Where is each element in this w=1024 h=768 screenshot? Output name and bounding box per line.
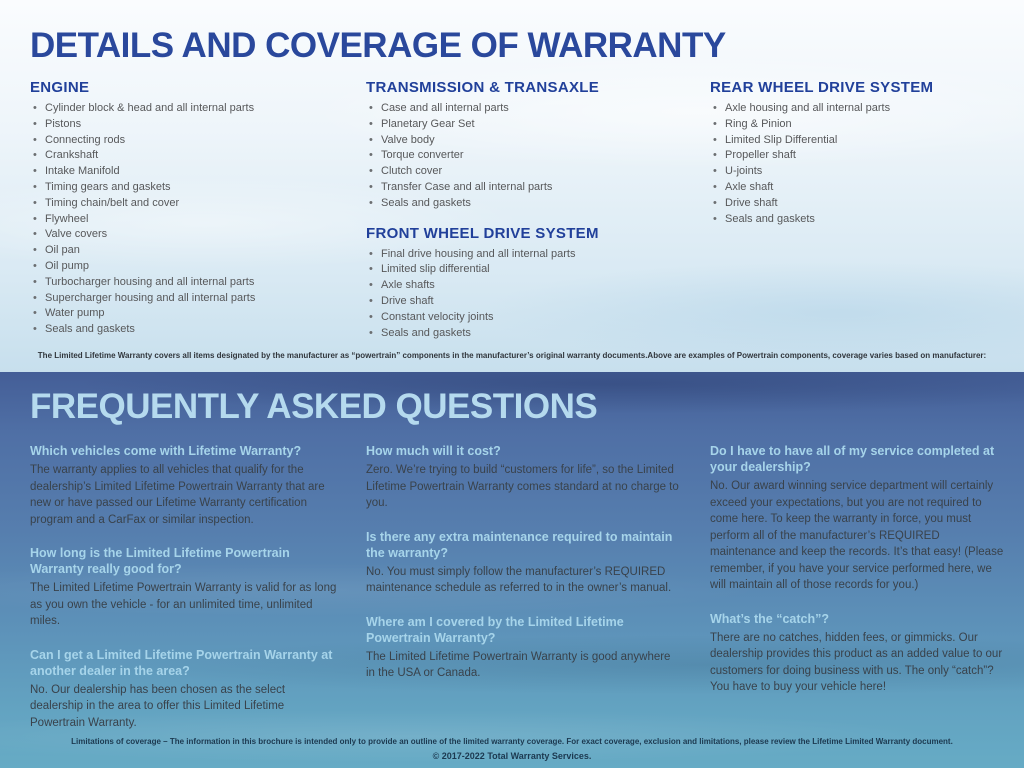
coverage-item: • Case and all internal parts [366,101,682,117]
coverage-section-rear-wheel-drive [710,79,1004,227]
coverage-item: • U-joints [710,164,1004,180]
footer [0,737,1024,761]
coverage-column-2 [366,79,682,341]
faq-item [366,529,682,597]
coverage-item: • Pistons [30,117,338,133]
faq-column-2 [366,443,682,748]
faq-question: Which vehicles come with Lifetime Warranty? [30,444,302,458]
faq-item [710,443,1004,594]
coverage-list [30,101,338,338]
faq-item [30,647,338,732]
coverage-item: • Transfer Case and all internal parts [366,180,682,196]
faq-item [30,545,338,630]
faq-question: Where am I covered by the Limited Lifetime Powertrain Warranty? [366,614,624,645]
coverage-item: • Oil pan [30,243,338,259]
faq-answer: No. Our dealership has been chosen as the select dealership in the area to offer this Limited Lifetime Powertrain Warranty. [30,683,286,729]
faq-item [30,443,338,528]
coverage-item: • Seals and gaskets [710,212,1004,228]
coverage-item: • Propeller shaft [710,148,1004,164]
faq-title: FREQUENTLY ASKED QUESTIONS [30,387,598,426]
coverage-item: • Connecting rods [30,133,338,149]
faq-column-3 [710,443,1004,748]
page-title: DETAILS AND COVERAGE OF WARRANTY [30,26,726,65]
faq-answer: No. You must simply follow the manufacturer’s REQUIRED maintenance schedule as referred to in the owner’s manual. [366,565,672,594]
coverage-item: • Timing gears and gaskets [30,180,338,196]
section-heading: FRONT WHEEL DRIVE SYSTEM [366,224,599,242]
coverage-item: • Flywheel [30,212,338,228]
coverage-item: • Water pump [30,306,338,322]
coverage-item: • Planetary Gear Set [366,117,682,133]
faq-question: How much will it cost? [366,444,501,458]
faq-question: Can I get a Limited Lifetime Powertrain Warranty at another dealer in the area? [30,647,333,678]
coverage-item: • Drive shaft [366,294,682,310]
coverage-item: • Drive shaft [710,196,1004,212]
coverage-item: • Crankshaft [30,148,338,164]
faq-answer: The Limited Lifetime Powertrain Warranty is valid for as long as you own the vehicle - for an unlimited time, unlimited miles. [30,582,337,627]
faq-answer: The warranty applies to all vehicles that qualify for the dealership’s Limited Lifetime Powertrain Warranty that are new or have passed our Lifetime Warranty certification program and a CarFax or similar inspection. [30,464,325,526]
coverage-item: • Axle housing and all internal parts [710,101,1004,117]
faq-panel [0,372,1024,768]
coverage-item: • Axle shaft [710,180,1004,196]
faq-item [710,611,1004,696]
coverage-section-transmission [366,79,682,212]
coverage-item: • Seals and gaskets [30,322,338,338]
faq-columns [30,443,1004,748]
coverage-section-engine [30,79,338,338]
coverage-item: • Clutch cover [366,164,682,180]
coverage-item: • Axle shafts [366,278,682,294]
coverage-columns [30,79,1004,341]
coverage-item: • Seals and gaskets [366,196,682,212]
coverage-item: • Seals and gaskets [366,326,682,342]
coverage-item: • Turbocharger housing and all internal parts [30,275,338,291]
footer-copyright: © 2017-2022 Total Warranty Services. [432,751,592,761]
coverage-item: • Supercharger housing and all internal parts [30,291,338,307]
coverage-column-1 [30,79,338,341]
faq-question: Do I have to have all of my service completed at your dealership? [710,444,995,474]
faq-column-1 [30,443,338,748]
coverage-item: • Torque converter [366,148,682,164]
faq-item [366,614,682,682]
faq-question: What’s the “catch”? [710,611,829,626]
coverage-item: • Constant velocity joints [366,310,682,326]
coverage-item: • Valve covers [30,227,338,243]
faq-item [366,443,682,512]
coverage-item: • Limited Slip Differential [710,133,1004,149]
coverage-list [366,247,682,342]
coverage-item: • Valve body [366,133,682,149]
faq-answer: No. Our award winning service department will certainly exceed your expectations, but you are not required to come here. To keep the warranty in force, you must perform all of the manufacturer’s REQUIRED maintenance and keep the records. It’s that easy! (Please remember, if you have your service performed here, we will maintain all of those records for you.) [710,480,1004,591]
coverage-list [710,101,1004,227]
faq-answer: Zero. We’re trying to build “customers for life”, so the Limited Lifetime Powertrain Warranty comes standard at no charge to you. [366,464,679,509]
coverage-section-front-wheel-drive [366,225,682,342]
coverage-item: • Ring & Pinion [710,117,1004,133]
faq-question: Is there any extra maintenance required to maintain the warranty? [366,529,673,560]
coverage-item: • Final drive housing and all internal parts [366,247,682,263]
coverage-item: • Oil pump [30,259,338,275]
section-heading: REAR WHEEL DRIVE SYSTEM [710,79,934,96]
coverage-item: • Cylinder block & head and all internal parts [30,101,338,117]
coverage-item: • Timing chain/belt and cover [30,196,338,212]
coverage-item: • Intake Manifold [30,164,338,180]
footer-limitations-text: Limitations of coverage – The information in this brochure is intended only to provide an outline of the limited warranty coverage. For exact coverage, exclusion and limitations, please review the Lifetime Limited Warranty document. [71,737,953,746]
coverage-list [366,101,682,212]
coverage-column-3 [710,79,1004,341]
faq-answer: There are no catches, hidden fees, or gimmicks. Our dealership provides this product as an added value to our customers for doing business with us. The only “catch”? You have to buy your vehicle here! [710,631,1003,693]
coverage-disclaimer-note: The Limited Lifetime Warranty covers all items designated by the manufacturer as “powertrain” components in the manufacturer’s original warranty documents.Above are examples of Powertrain components, coverage varies based on manufacturer: [37,351,987,360]
faq-answer: The Limited Lifetime Powertrain Warranty is good anywhere in the USA or Canada. [366,650,671,679]
coverage-item: • Limited slip differential [366,262,682,278]
section-heading: ENGINE [30,79,90,96]
faq-question: How long is the Limited Lifetime Powertrain Warranty really good for? [30,546,290,576]
section-heading: TRANSMISSION & TRANSAXLE [366,79,600,96]
coverage-panel [0,0,1024,372]
